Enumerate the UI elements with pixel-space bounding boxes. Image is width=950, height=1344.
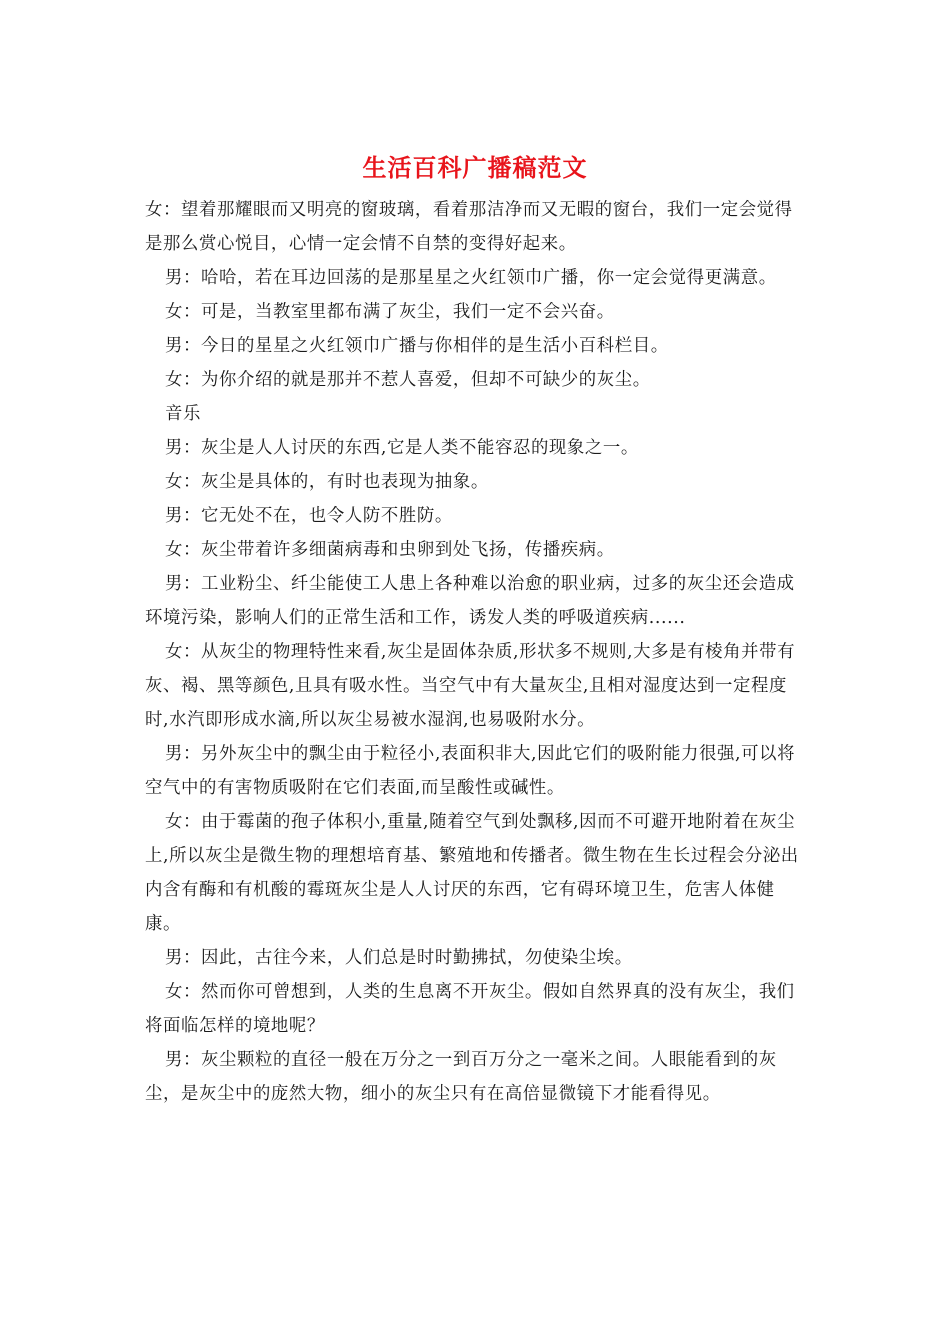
paragraph: 男：哈哈，若在耳边回荡的是那星星之火红领巾广播，你一定会觉得更满意。	[165, 268, 777, 288]
paragraph: 女：可是，当教室里都布满了灰尘，我们一定不会兴奋。	[165, 302, 615, 322]
paragraph: 男：它无处不在，也令人防不胜防。	[165, 506, 453, 526]
paragraph: 女：灰尘带着许多细菌病毒和虫卵到处飞扬，传播疾病。	[165, 540, 615, 560]
paragraph: 男：因此，古往今来，人们总是时时勤拂拭，勿使染尘埃。	[165, 948, 633, 968]
paragraph: 女：望着那耀眼而又明亮的窗玻璃，看着那洁净而又无暇的窗台，我们一定会觉得是那么赏心悦目，心情一定会情不自禁的变得好起来。	[145, 200, 793, 254]
paragraph: 音乐	[165, 404, 201, 424]
paragraph: 女：灰尘是具体的，有时也表现为抽象。	[165, 472, 489, 492]
paragraph: 女：从灰尘的物理特性来看,灰尘是固体杂质,形状多不规则,大多是有棱角并带有灰、褐、黑等颜色,且具有吸水性。当空气中有大量灰尘,且相对湿度达到一定程度时,水汽即形成水滴,所以灰尘易被水湿润,也易吸附水分。	[145, 642, 796, 730]
paragraph: 男：灰尘是人人讨厌的东西,它是人类不能容忍的现象之一。	[165, 438, 639, 458]
paragraph: 女：然而你可曾想到，人类的生息离不开灰尘。假如自然界真的没有灰尘，我们将面临怎样的境地呢？	[145, 982, 795, 1036]
page-title: 生活百科广播稿范文	[362, 153, 588, 182]
document-body	[145, 193, 807, 1111]
paragraph: 男：工业粉尘、纤尘能使工人患上各种难以治愈的职业病，过多的灰尘还会造成环境污染，影响人们的正常生活和工作，诱发人类的呼吸道疾病......	[145, 574, 795, 628]
paragraph: 女：为你介绍的就是那并不惹人喜爱，但却不可缺少的灰尘。	[165, 370, 651, 390]
paragraph: 男：今日的星星之火红领巾广播与你相伴的是生活小百科栏目。	[165, 336, 669, 356]
paragraph: 男：灰尘颗粒的直径一般在万分之一到百万分之一毫米之间。人眼能看到的灰尘，是灰尘中的庞然大物，细小的灰尘只有在高倍显微镜下才能看得见。	[145, 1050, 777, 1104]
paragraph: 男：另外灰尘中的飘尘由于粒径小,表面积非大,因此它们的吸附能力很强,可以将空气中的有害物质吸附在它们表面,而呈酸性或碱性。	[145, 744, 796, 798]
paragraph: 女：由于霉菌的孢子体积小,重量,随着空气到处飘移,因而不可避开地附着在灰尘上,所以灰尘是微生物的理想培育基、繁殖地和传播者。微生物在生长过程会分泌出内含有酶和有机酸的霉斑灰尘是人人讨厌的东西，它有碍环境卫生，危害人体健康。	[145, 812, 799, 934]
